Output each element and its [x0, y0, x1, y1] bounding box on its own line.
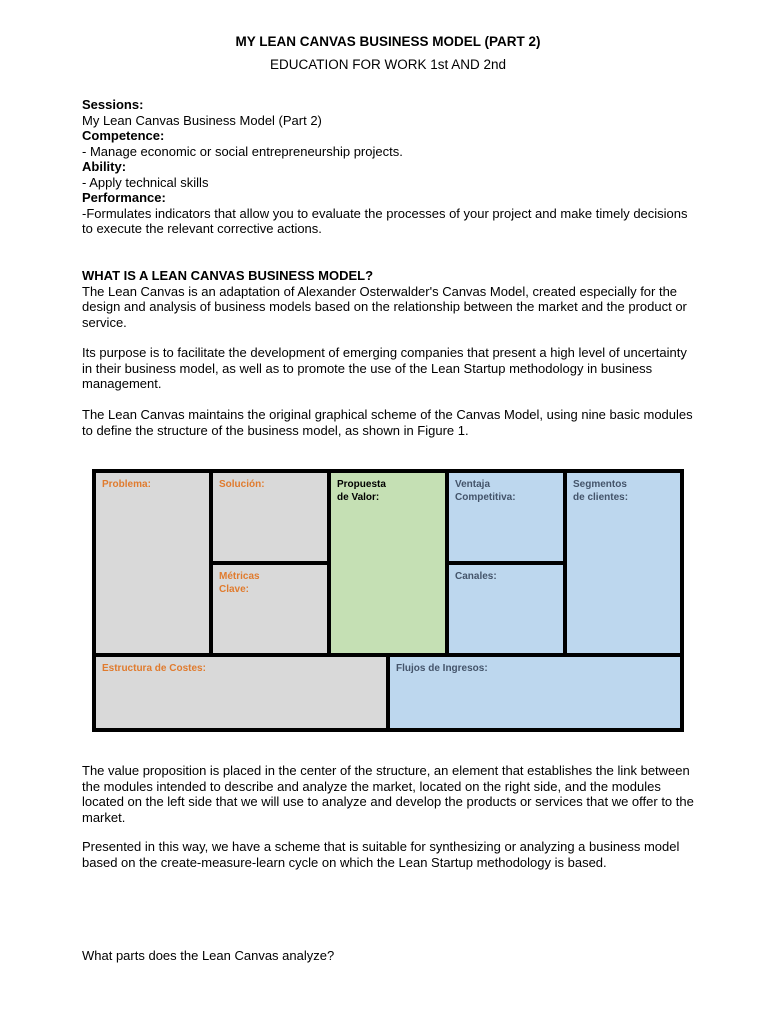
canvas-cell-metricas — [213, 565, 327, 653]
canvas-cell-problema — [96, 473, 209, 653]
section-heading: WHAT IS A LEAN CANVAS BUSINESS MODEL? — [82, 268, 374, 283]
canvas-label-solucion: Solución: — [219, 479, 265, 490]
canvas-label-propuesta: Propuesta de Valor: — [337, 479, 386, 503]
canvas-label-problema: Problema: — [102, 479, 151, 490]
canvas-cell-costes — [96, 657, 386, 728]
meta-block — [82, 97, 694, 237]
canvas-cell-ventaja — [449, 473, 563, 561]
canvas-label-costes: Estructura de Costes: — [102, 663, 206, 674]
paragraph-5: Presented in this way, we have a scheme that is suitable for synthesizing or analyzing a business model based on the create-measure-learn cycle on which the Lean Startup methodology is based. — [82, 839, 680, 870]
canvas-cell-ingresos — [390, 657, 680, 728]
document-subtitle: EDUCATION FOR WORK 1st AND 2nd — [269, 57, 507, 72]
canvas-label-segmentos: Segmentos de clientes: — [573, 479, 629, 503]
competence-label: Competence: — [82, 128, 165, 143]
canvas-label-metricas: Métricas Clave: — [219, 571, 260, 595]
paragraph-1: The Lean Canvas is an adaptation of Alexander Osterwalder's Canvas Model, created especially for the design and analysis of business models based on the relationship between the market and the product or service. — [82, 283, 687, 330]
canvas-label-canales: Canales: — [455, 571, 497, 582]
paragraph-4: The value proposition is placed in the center of the structure, an element that establishes the link between the modules intended to describe and analyze the market, located on the right side, and the modules located on the left side that we will use to analyze and develop the products or services that we offer to the market. — [82, 763, 694, 825]
paragraph-3: The Lean Canvas maintains the original graphical scheme of the Canvas Model, using nine basic modules to define the structure of the business model, as shown in Figure 1. — [82, 407, 693, 438]
canvas-label-ventaja: Ventaja Competitiva: — [455, 479, 516, 503]
paragraph-2: Its purpose is to facilitate the development of emerging companies that present a high level of uncertainty in their business model, as well as to promote the use of the Lean Startup methodology in business management. — [82, 345, 687, 391]
canvas-cell-segmentos — [567, 473, 680, 653]
sessions-label: Sessions: — [82, 97, 144, 112]
canvas-cell-canales — [449, 565, 563, 653]
lean-canvas-figure — [92, 469, 684, 732]
document-title: MY LEAN CANVAS BUSINESS MODEL (PART 2) — [235, 34, 541, 49]
sessions-value: My Lean Canvas Business Model (Part 2) — [82, 112, 322, 128]
canvas-cell-propuesta — [331, 473, 445, 653]
performance-value: -Formulates indicators that allow you to evaluate the processes of your project and make timely decisions to execute the relevant corrective actions. — [82, 205, 688, 236]
closing-question: What parts does the Lean Canvas analyze? — [82, 948, 335, 963]
section-1 — [82, 268, 694, 330]
canvas-cell-solucion — [213, 473, 327, 561]
ability-label: Ability: — [82, 159, 127, 174]
ability-value: - Apply technical skills — [82, 174, 209, 190]
performance-label: Performance: — [82, 190, 166, 205]
competence-value: - Manage economic or social entrepreneurship projects. — [82, 143, 403, 159]
canvas-label-ingresos: Flujos de Ingresos: — [396, 663, 488, 674]
